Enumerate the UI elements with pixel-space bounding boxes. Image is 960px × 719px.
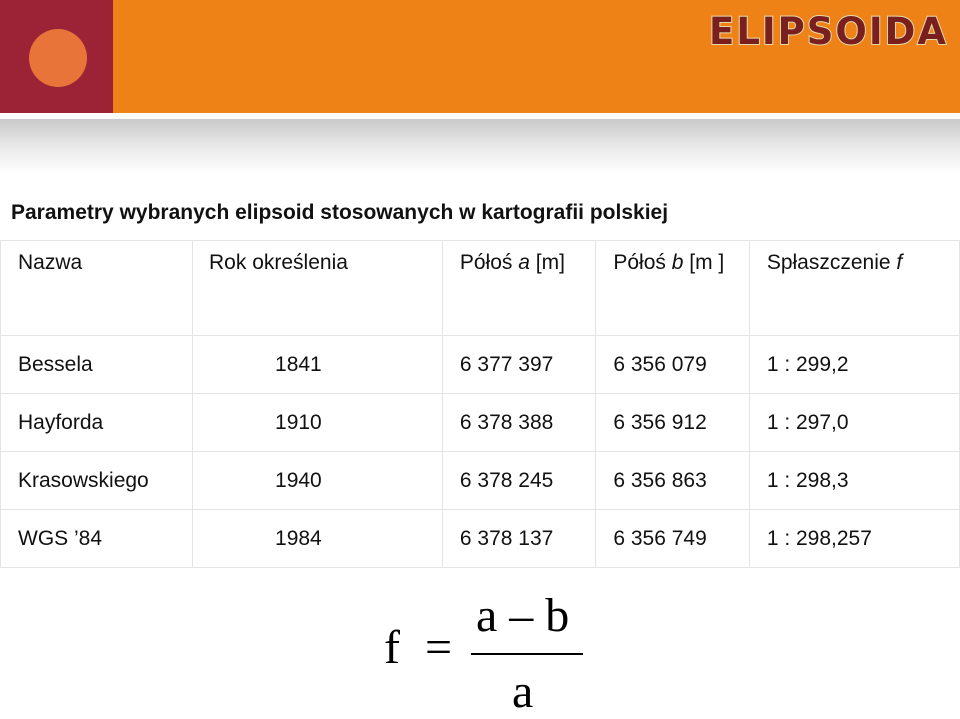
header-bar [113, 0, 960, 113]
header-logo-text: ELIPSOIDA [709, 10, 948, 53]
header-flattening: Spłaszczenie f [749, 241, 959, 336]
table-row [1, 452, 960, 510]
cell-b: 6 356 863 [596, 452, 749, 510]
cell-f: 1 : 298,3 [749, 452, 959, 510]
cell-a: 6 378 137 [442, 510, 595, 568]
header-name: Nazwa [1, 241, 193, 336]
cell-year: 1984 [193, 510, 443, 568]
cell-b: 6 356 912 [596, 394, 749, 452]
cell-name: Krasowskiego [1, 452, 193, 510]
formula-numerator: a – b [476, 589, 570, 642]
decorative-circle [29, 29, 87, 87]
header-left-block [0, 0, 113, 113]
table-row [1, 394, 960, 452]
header-shadow-band [0, 119, 960, 174]
cell-year: 1940 [193, 452, 443, 510]
ellipsoid-table [0, 240, 960, 568]
table-header-row [1, 241, 960, 336]
table-row [1, 336, 960, 394]
cell-year: 1910 [193, 394, 443, 452]
formula-lhs: f [384, 621, 400, 674]
header-semi-major-axis: Półoś a [m] [442, 241, 595, 336]
cell-a: 6 378 388 [442, 394, 595, 452]
formula-denominator: a [512, 665, 534, 718]
cell-a: 6 377 397 [442, 336, 595, 394]
cell-name: WGS ’84 [1, 510, 193, 568]
cell-f: 1 : 298,257 [749, 510, 959, 568]
cell-b: 6 356 079 [596, 336, 749, 394]
cell-f: 1 : 299,2 [749, 336, 959, 394]
cell-name: Hayforda [1, 394, 193, 452]
slide-title: Parametry wybranych elipsoid stosowanych w kartografii polskiej [11, 201, 669, 224]
fraction-bar [471, 653, 583, 655]
cell-a: 6 378 245 [442, 452, 595, 510]
header-semi-minor-axis: Półoś b [m ] [596, 241, 749, 336]
flattening-formula [0, 580, 960, 718]
header-year: Rok określenia [193, 241, 443, 336]
cell-f: 1 : 297,0 [749, 394, 959, 452]
cell-name: Bessela [1, 336, 193, 394]
table-row [1, 510, 960, 568]
cell-year: 1841 [193, 336, 443, 394]
cell-b: 6 356 749 [596, 510, 749, 568]
formula-equals: = [425, 621, 453, 674]
